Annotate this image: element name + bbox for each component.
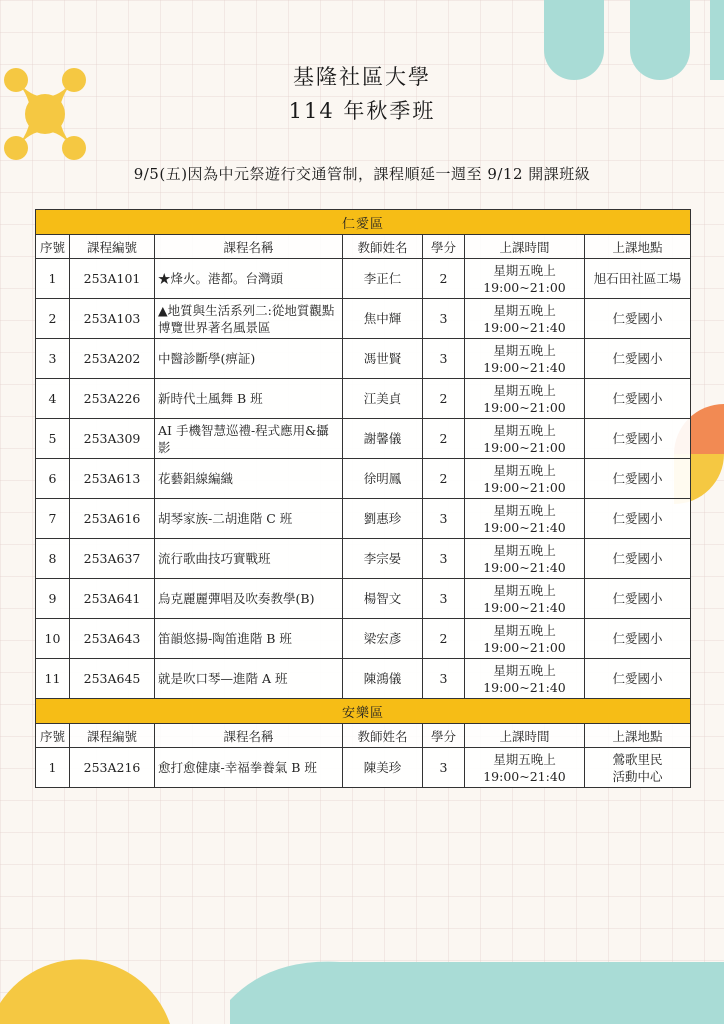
cell-credit: 3: [423, 579, 465, 619]
cell-place: [585, 379, 691, 419]
place-line-1: 仁愛國小: [612, 391, 663, 406]
cell-time: [465, 579, 585, 619]
cell-place: [585, 659, 691, 699]
time-range: 19:00~21:40: [483, 359, 566, 375]
cell-code: 253A202: [70, 339, 155, 379]
time-day: 星期五晚上: [493, 582, 556, 598]
place-line-1: 仁愛國小: [612, 631, 663, 646]
cell-course: 胡琴家族-二胡進階 C 班: [155, 499, 343, 539]
place-line-2: 活動中心: [612, 768, 663, 784]
column-header-code: 課程編號: [70, 235, 155, 259]
cell-time: [465, 379, 585, 419]
page-title: 基隆社區大學: [293, 65, 431, 89]
cell-code: 253A643: [70, 619, 155, 659]
time-day: 星期五晚上: [493, 422, 556, 438]
cell-time: [465, 499, 585, 539]
cell-place: [585, 419, 691, 459]
notice-text: 9/5(五)因為中元祭遊行交通管制，課程順延一週至 9/12 開課班級: [133, 165, 591, 183]
time-range: 19:00~21:40: [483, 519, 566, 535]
column-header-teacher: 教師姓名: [343, 724, 423, 748]
cell-course: 中醫診斷學(痹証): [155, 339, 343, 379]
cell-time: [465, 299, 585, 339]
cell-course: 花藝鋁線編織: [155, 459, 343, 499]
column-header-seq: 序號: [36, 724, 70, 748]
yellow-semicircle-decoration: [0, 880, 170, 1024]
cell-credit: 2: [423, 259, 465, 299]
cell-place: [585, 539, 691, 579]
cell-teacher: 陳鴻儀: [343, 659, 423, 699]
cell-code: 253A309: [70, 419, 155, 459]
cell-time: [465, 619, 585, 659]
section-title: 安樂區: [36, 699, 691, 724]
place-line-1: 仁愛國小: [612, 671, 663, 686]
place-line-1: 仁愛國小: [612, 591, 663, 606]
cell-time: [465, 419, 585, 459]
time-range: 19:00~21:00: [483, 399, 566, 415]
column-header-course: 課程名稱: [155, 724, 343, 748]
cell-credit: 3: [423, 299, 465, 339]
time-day: 星期五晚上: [493, 542, 556, 558]
place-line-1: 仁愛國小: [612, 471, 663, 486]
cell-place: [585, 499, 691, 539]
cell-course: 烏克麗麗彈唱及吹奏教學(B): [155, 579, 343, 619]
place-line-1: 仁愛國小: [612, 351, 663, 366]
cell-teacher: 徐明鳳: [343, 459, 423, 499]
cell-time: [465, 748, 585, 788]
table-row: [36, 619, 691, 659]
table-row: [36, 259, 691, 299]
time-range: 19:00~21:00: [483, 479, 566, 495]
cell-seq: 1: [36, 748, 70, 788]
column-header-credit: 學分: [423, 235, 465, 259]
cell-time: [465, 339, 585, 379]
time-day: 星期五晚上: [493, 302, 556, 318]
place-line-1: 旭石田社區工場: [593, 271, 682, 286]
place-line-1: 仁愛國小: [612, 311, 663, 326]
cell-credit: 2: [423, 459, 465, 499]
cell-code: 253A641: [70, 579, 155, 619]
cell-credit: 3: [423, 339, 465, 379]
cell-teacher: 楊智文: [343, 579, 423, 619]
table-row: [36, 748, 691, 788]
cell-teacher: 馮世賢: [343, 339, 423, 379]
cell-seq: 6: [36, 459, 70, 499]
cell-time: [465, 539, 585, 579]
cell-course: 笛韻悠揚-陶笛進階 B 班: [155, 619, 343, 659]
cell-place: [585, 619, 691, 659]
time-range: 19:00~21:40: [483, 559, 566, 575]
section-header-row: [36, 699, 691, 724]
cell-place: [585, 579, 691, 619]
cell-seq: 10: [36, 619, 70, 659]
cell-course: 愈打愈健康-幸福拳養氣 B 班: [155, 748, 343, 788]
column-header-row: [36, 235, 691, 259]
cell-seq: 9: [36, 579, 70, 619]
cell-place: [585, 299, 691, 339]
cell-course: AI 手機智慧巡禮-程式應用&攝影: [155, 419, 343, 459]
cell-seq: 8: [36, 539, 70, 579]
table-row: [36, 579, 691, 619]
teal-wave-decoration: [230, 940, 724, 1024]
cell-code: 253A637: [70, 539, 155, 579]
section-header-row: [36, 210, 691, 235]
cell-teacher: 梁宏彥: [343, 619, 423, 659]
page-subtitle: 114 年秋季班: [288, 99, 436, 123]
column-header-place: 上課地點: [585, 235, 691, 259]
cell-seq: 7: [36, 499, 70, 539]
column-header-time: 上課時間: [465, 724, 585, 748]
place-line-1: 仁愛國小: [612, 431, 663, 446]
cell-seq: 5: [36, 419, 70, 459]
cell-code: 253A216: [70, 748, 155, 788]
column-header-seq: 序號: [36, 235, 70, 259]
time-day: 星期五晚上: [493, 462, 556, 478]
column-header-course: 課程名稱: [155, 235, 343, 259]
cell-credit: 2: [423, 619, 465, 659]
column-header-credit: 學分: [423, 724, 465, 748]
cell-place: [585, 748, 691, 788]
time-range: 19:00~21:00: [483, 279, 566, 295]
cell-credit: 2: [423, 379, 465, 419]
table-row: [36, 379, 691, 419]
time-range: 19:00~21:40: [483, 768, 566, 784]
place-line-1: 仁愛國小: [612, 511, 663, 526]
time-range: 19:00~21:40: [483, 319, 566, 335]
time-range: 19:00~21:00: [483, 439, 566, 455]
cell-code: 253A101: [70, 259, 155, 299]
time-day: 星期五晚上: [493, 662, 556, 678]
cell-seq: 1: [36, 259, 70, 299]
cell-seq: 4: [36, 379, 70, 419]
cell-teacher: 李正仁: [343, 259, 423, 299]
time-range: 19:00~21:40: [483, 679, 566, 695]
table-row: [36, 459, 691, 499]
time-day: 星期五晚上: [493, 342, 556, 358]
cell-place: [585, 459, 691, 499]
cell-teacher: 謝馨儀: [343, 419, 423, 459]
cell-code: 253A226: [70, 379, 155, 419]
column-header-place: 上課地點: [585, 724, 691, 748]
cell-place: [585, 259, 691, 299]
column-header-time: 上課時間: [465, 235, 585, 259]
table-row: [36, 299, 691, 339]
cell-seq: 2: [36, 299, 70, 339]
header: [0, 60, 724, 128]
cell-course: ★烽火。港都。台灣頭: [155, 259, 343, 299]
cell-code: 253A613: [70, 459, 155, 499]
cell-course: 新時代土風舞 B 班: [155, 379, 343, 419]
cell-credit: 3: [423, 539, 465, 579]
cell-course: 就是吹口琴—進階 A 班: [155, 659, 343, 699]
cell-credit: 2: [423, 419, 465, 459]
cell-credit: 3: [423, 499, 465, 539]
column-header-code: 課程編號: [70, 724, 155, 748]
cell-code: 253A645: [70, 659, 155, 699]
cell-code: 253A103: [70, 299, 155, 339]
section-title: 仁愛區: [36, 210, 691, 235]
time-day: 星期五晚上: [493, 622, 556, 638]
cell-time: [465, 459, 585, 499]
cell-place: [585, 339, 691, 379]
table-row: [36, 499, 691, 539]
table-row: [36, 339, 691, 379]
cell-time: [465, 259, 585, 299]
cell-teacher: 江美貞: [343, 379, 423, 419]
table-row: [36, 419, 691, 459]
place-line-1: 鶯歌里民: [612, 751, 663, 767]
cell-teacher: 劉惠珍: [343, 499, 423, 539]
column-header-row: [36, 724, 691, 748]
cell-credit: 3: [423, 659, 465, 699]
table-row: [36, 659, 691, 699]
place-line-1: 仁愛國小: [612, 551, 663, 566]
time-range: 19:00~21:40: [483, 599, 566, 615]
cell-seq: 11: [36, 659, 70, 699]
course-table: [35, 209, 691, 788]
time-day: 星期五晚上: [493, 382, 556, 398]
cell-seq: 3: [36, 339, 70, 379]
cell-credit: 3: [423, 748, 465, 788]
time-range: 19:00~21:00: [483, 639, 566, 655]
course-table-body: [36, 210, 691, 788]
cell-course: ▲地質與生活系列二:從地質觀點博覽世界著名風景區: [155, 299, 343, 339]
table-row: [36, 539, 691, 579]
cell-code: 253A616: [70, 499, 155, 539]
cell-teacher: 焦中輝: [343, 299, 423, 339]
cell-time: [465, 659, 585, 699]
time-day: 星期五晚上: [493, 751, 556, 767]
column-header-teacher: 教師姓名: [343, 235, 423, 259]
cell-teacher: 李宗晏: [343, 539, 423, 579]
time-day: 星期五晚上: [493, 262, 556, 278]
cell-course: 流行歌曲技巧實戰班: [155, 539, 343, 579]
time-day: 星期五晚上: [493, 502, 556, 518]
cell-teacher: 陳美珍: [343, 748, 423, 788]
